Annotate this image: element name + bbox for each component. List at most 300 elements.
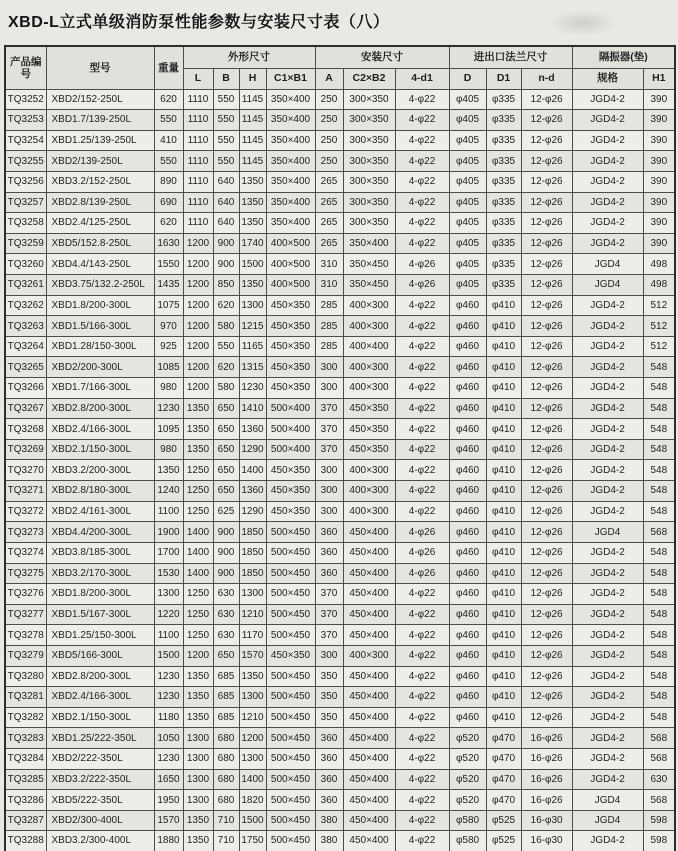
model-cell: XBD3.2/200-300L bbox=[46, 460, 154, 481]
weight-cell: 550 bbox=[154, 151, 183, 172]
a-cell: 360 bbox=[315, 728, 343, 749]
c2b2-cell: 350×450 bbox=[343, 254, 395, 275]
h1-cell: 568 bbox=[643, 790, 675, 811]
model-cell: XBD2.4/125-250L bbox=[46, 213, 154, 234]
col-header-model: 型号 bbox=[46, 46, 154, 89]
product-no-cell: TQ3253 bbox=[5, 110, 46, 131]
d-cell: φ460 bbox=[449, 460, 486, 481]
c2b2-cell: 450×400 bbox=[343, 522, 395, 543]
l-cell: 1350 bbox=[183, 666, 213, 687]
l-cell: 1200 bbox=[183, 316, 213, 337]
c1b1-cell: 500×400 bbox=[266, 439, 315, 460]
a-cell: 300 bbox=[315, 481, 343, 502]
table-row bbox=[5, 563, 675, 584]
h-cell: 1300 bbox=[239, 295, 266, 316]
a-cell: 360 bbox=[315, 790, 343, 811]
product-no-cell: TQ3285 bbox=[5, 769, 46, 790]
d-cell: φ405 bbox=[449, 130, 486, 151]
c2b2-cell: 400×300 bbox=[343, 481, 395, 502]
model-cell: XBD1.25/139-250L bbox=[46, 130, 154, 151]
a-cell: 265 bbox=[315, 213, 343, 234]
weight-cell: 620 bbox=[154, 89, 183, 110]
model-cell: XBD3.2/170-300L bbox=[46, 563, 154, 584]
col-header-nd: n-d bbox=[521, 68, 572, 89]
c1b1-cell: 500×450 bbox=[266, 810, 315, 831]
4d1-cell: 4-φ22 bbox=[395, 419, 449, 440]
model-cell: XBD3.8/185-300L bbox=[46, 542, 154, 563]
table-row bbox=[5, 316, 675, 337]
d-cell: φ460 bbox=[449, 645, 486, 666]
l-cell: 1110 bbox=[183, 151, 213, 172]
c1b1-cell: 500×450 bbox=[266, 563, 315, 584]
l-cell: 1200 bbox=[183, 357, 213, 378]
nd-cell: 16-φ26 bbox=[521, 728, 572, 749]
l-cell: 1300 bbox=[183, 728, 213, 749]
h1-cell: 548 bbox=[643, 481, 675, 502]
c1b1-cell: 400×500 bbox=[266, 254, 315, 275]
b-cell: 900 bbox=[213, 254, 239, 275]
c1b1-cell: 500×450 bbox=[266, 707, 315, 728]
weight-cell: 1100 bbox=[154, 501, 183, 522]
weight-cell: 1650 bbox=[154, 769, 183, 790]
c1b1-cell: 450×350 bbox=[266, 316, 315, 337]
h1-cell: 548 bbox=[643, 378, 675, 399]
col-header-c1b1: C1×B1 bbox=[266, 68, 315, 89]
col-header-weight: 重量 bbox=[154, 46, 183, 89]
d1-cell: φ410 bbox=[486, 666, 521, 687]
4d1-cell: 4-φ22 bbox=[395, 769, 449, 790]
product-no-cell: TQ3267 bbox=[5, 398, 46, 419]
model-cell: XBD1.7/139-250L bbox=[46, 110, 154, 131]
l-cell: 1250 bbox=[183, 481, 213, 502]
h1-cell: 568 bbox=[643, 522, 675, 543]
nd-cell: 12-φ26 bbox=[521, 542, 572, 563]
d-cell: φ520 bbox=[449, 728, 486, 749]
c2b2-cell: 450×400 bbox=[343, 666, 395, 687]
d1-cell: φ335 bbox=[486, 171, 521, 192]
product-no-cell: TQ3268 bbox=[5, 419, 46, 440]
isolator-spec-cell: JGD4 bbox=[572, 810, 643, 831]
model-cell: XBD4.4/200-300L bbox=[46, 522, 154, 543]
c2b2-cell: 400×300 bbox=[343, 378, 395, 399]
l-cell: 1300 bbox=[183, 749, 213, 770]
4d1-cell: 4-φ22 bbox=[395, 357, 449, 378]
weight-cell: 1230 bbox=[154, 749, 183, 770]
isolator-spec-cell: JGD4-2 bbox=[572, 707, 643, 728]
4d1-cell: 4-φ22 bbox=[395, 295, 449, 316]
d-cell: φ460 bbox=[449, 419, 486, 440]
product-no-cell: TQ3279 bbox=[5, 645, 46, 666]
weight-cell: 1050 bbox=[154, 728, 183, 749]
d-cell: φ405 bbox=[449, 213, 486, 234]
d1-cell: φ410 bbox=[486, 604, 521, 625]
h-cell: 1290 bbox=[239, 439, 266, 460]
h-cell: 1570 bbox=[239, 645, 266, 666]
nd-cell: 12-φ26 bbox=[521, 233, 572, 254]
c1b1-cell: 350×400 bbox=[266, 89, 315, 110]
d1-cell: φ410 bbox=[486, 625, 521, 646]
col-header-c2b2: C2×B2 bbox=[343, 68, 395, 89]
4d1-cell: 4-φ22 bbox=[395, 501, 449, 522]
table-row bbox=[5, 604, 675, 625]
model-cell: XBD3.2/300-400L bbox=[46, 831, 154, 851]
nd-cell: 12-φ26 bbox=[521, 460, 572, 481]
d1-cell: φ410 bbox=[486, 542, 521, 563]
b-cell: 685 bbox=[213, 687, 239, 708]
c1b1-cell: 500×450 bbox=[266, 522, 315, 543]
d-cell: φ460 bbox=[449, 357, 486, 378]
weight-cell: 890 bbox=[154, 171, 183, 192]
h1-cell: 568 bbox=[643, 728, 675, 749]
table-row bbox=[5, 481, 675, 502]
nd-cell: 12-φ26 bbox=[521, 213, 572, 234]
h-cell: 1300 bbox=[239, 687, 266, 708]
h-cell: 1500 bbox=[239, 254, 266, 275]
product-no-cell: TQ3273 bbox=[5, 522, 46, 543]
h1-cell: 390 bbox=[643, 110, 675, 131]
b-cell: 630 bbox=[213, 584, 239, 605]
4d1-cell: 4-φ22 bbox=[395, 645, 449, 666]
c2b2-cell: 400×300 bbox=[343, 501, 395, 522]
l-cell: 1110 bbox=[183, 110, 213, 131]
d-cell: φ405 bbox=[449, 110, 486, 131]
col-header-product-no: 产品编号 bbox=[5, 46, 46, 89]
4d1-cell: 4-φ22 bbox=[395, 728, 449, 749]
weight-cell: 1435 bbox=[154, 274, 183, 295]
model-cell: XBD2.4/166-300L bbox=[46, 687, 154, 708]
l-cell: 1110 bbox=[183, 130, 213, 151]
d-cell: φ405 bbox=[449, 192, 486, 213]
b-cell: 650 bbox=[213, 419, 239, 440]
table-row bbox=[5, 831, 675, 851]
c1b1-cell: 450×350 bbox=[266, 481, 315, 502]
a-cell: 300 bbox=[315, 501, 343, 522]
h-cell: 1850 bbox=[239, 522, 266, 543]
d1-cell: φ410 bbox=[486, 295, 521, 316]
product-no-cell: TQ3272 bbox=[5, 501, 46, 522]
d-cell: φ405 bbox=[449, 274, 486, 295]
product-no-cell: TQ3256 bbox=[5, 171, 46, 192]
l-cell: 1110 bbox=[183, 171, 213, 192]
4d1-cell: 4-φ22 bbox=[395, 192, 449, 213]
model-cell: XBD1.8/200-300L bbox=[46, 584, 154, 605]
nd-cell: 12-φ26 bbox=[521, 439, 572, 460]
d1-cell: φ335 bbox=[486, 274, 521, 295]
c1b1-cell: 500×450 bbox=[266, 687, 315, 708]
d-cell: φ405 bbox=[449, 233, 486, 254]
table-row bbox=[5, 645, 675, 666]
h1-cell: 568 bbox=[643, 749, 675, 770]
l-cell: 1250 bbox=[183, 625, 213, 646]
table-body bbox=[5, 89, 675, 851]
b-cell: 580 bbox=[213, 378, 239, 399]
b-cell: 620 bbox=[213, 357, 239, 378]
weight-cell: 1230 bbox=[154, 398, 183, 419]
b-cell: 550 bbox=[213, 110, 239, 131]
nd-cell: 12-φ26 bbox=[521, 130, 572, 151]
nd-cell: 12-φ26 bbox=[521, 171, 572, 192]
l-cell: 1400 bbox=[183, 542, 213, 563]
model-cell: XBD2.1/150-300L bbox=[46, 439, 154, 460]
4d1-cell: 4-φ22 bbox=[395, 790, 449, 811]
c2b2-cell: 450×350 bbox=[343, 398, 395, 419]
nd-cell: 16-φ26 bbox=[521, 749, 572, 770]
4d1-cell: 4-φ22 bbox=[395, 151, 449, 172]
isolator-spec-cell: JGD4-2 bbox=[572, 192, 643, 213]
nd-cell: 12-φ26 bbox=[521, 398, 572, 419]
table-row bbox=[5, 769, 675, 790]
d1-cell: φ335 bbox=[486, 151, 521, 172]
col-header-4d1: 4-d1 bbox=[395, 68, 449, 89]
a-cell: 300 bbox=[315, 378, 343, 399]
h-cell: 1820 bbox=[239, 790, 266, 811]
a-cell: 370 bbox=[315, 398, 343, 419]
b-cell: 640 bbox=[213, 171, 239, 192]
product-no-cell: TQ3269 bbox=[5, 439, 46, 460]
h-cell: 1350 bbox=[239, 192, 266, 213]
h-cell: 1850 bbox=[239, 563, 266, 584]
weight-cell: 1240 bbox=[154, 481, 183, 502]
model-cell: XBD2.8/200-300L bbox=[46, 398, 154, 419]
scan-smudge-artifact bbox=[548, 10, 618, 36]
table-row bbox=[5, 398, 675, 419]
d-cell: φ460 bbox=[449, 378, 486, 399]
4d1-cell: 4-φ22 bbox=[395, 625, 449, 646]
a-cell: 285 bbox=[315, 295, 343, 316]
isolator-spec-cell: JGD4-2 bbox=[572, 171, 643, 192]
a-cell: 250 bbox=[315, 89, 343, 110]
isolator-spec-cell: JGD4-2 bbox=[572, 357, 643, 378]
col-header-h: H bbox=[239, 68, 266, 89]
b-cell: 900 bbox=[213, 522, 239, 543]
d1-cell: φ410 bbox=[486, 419, 521, 440]
4d1-cell: 4-φ22 bbox=[395, 130, 449, 151]
h1-cell: 498 bbox=[643, 274, 675, 295]
l-cell: 1110 bbox=[183, 213, 213, 234]
c1b1-cell: 500×450 bbox=[266, 831, 315, 851]
table-row bbox=[5, 460, 675, 481]
4d1-cell: 4-φ22 bbox=[395, 749, 449, 770]
table-row bbox=[5, 89, 675, 110]
b-cell: 710 bbox=[213, 810, 239, 831]
a-cell: 370 bbox=[315, 584, 343, 605]
d1-cell: φ410 bbox=[486, 378, 521, 399]
model-cell: XBD5/166-300L bbox=[46, 645, 154, 666]
model-cell: XBD2/200-300L bbox=[46, 357, 154, 378]
d-cell: φ520 bbox=[449, 769, 486, 790]
table-row bbox=[5, 707, 675, 728]
h1-cell: 598 bbox=[643, 810, 675, 831]
c1b1-cell: 500×450 bbox=[266, 749, 315, 770]
h1-cell: 390 bbox=[643, 233, 675, 254]
h-cell: 1740 bbox=[239, 233, 266, 254]
l-cell: 1350 bbox=[183, 398, 213, 419]
h1-cell: 548 bbox=[643, 501, 675, 522]
a-cell: 300 bbox=[315, 460, 343, 481]
l-cell: 1300 bbox=[183, 769, 213, 790]
a-cell: 370 bbox=[315, 625, 343, 646]
a-cell: 250 bbox=[315, 151, 343, 172]
model-cell: XBD2/139-250L bbox=[46, 151, 154, 172]
weight-cell: 925 bbox=[154, 336, 183, 357]
a-cell: 350 bbox=[315, 666, 343, 687]
c1b1-cell: 450×350 bbox=[266, 336, 315, 357]
h1-cell: 548 bbox=[643, 666, 675, 687]
model-cell: XBD2/300-400L bbox=[46, 810, 154, 831]
table-row bbox=[5, 687, 675, 708]
c2b2-cell: 300×350 bbox=[343, 89, 395, 110]
c1b1-cell: 350×400 bbox=[266, 110, 315, 131]
b-cell: 620 bbox=[213, 295, 239, 316]
d-cell: φ520 bbox=[449, 749, 486, 770]
col-header-b: B bbox=[213, 68, 239, 89]
d1-cell: φ410 bbox=[486, 460, 521, 481]
d-cell: φ405 bbox=[449, 89, 486, 110]
h1-cell: 548 bbox=[643, 645, 675, 666]
weight-cell: 980 bbox=[154, 378, 183, 399]
d1-cell: φ470 bbox=[486, 728, 521, 749]
d1-cell: φ410 bbox=[486, 501, 521, 522]
weight-cell: 980 bbox=[154, 439, 183, 460]
a-cell: 350 bbox=[315, 707, 343, 728]
d1-cell: φ335 bbox=[486, 254, 521, 275]
model-cell: XBD1.5/167-300L bbox=[46, 604, 154, 625]
h-cell: 1290 bbox=[239, 501, 266, 522]
product-no-cell: TQ3270 bbox=[5, 460, 46, 481]
c2b2-cell: 450×400 bbox=[343, 687, 395, 708]
d1-cell: φ470 bbox=[486, 769, 521, 790]
nd-cell: 12-φ26 bbox=[521, 563, 572, 584]
h-cell: 1850 bbox=[239, 542, 266, 563]
table-row bbox=[5, 254, 675, 275]
h-cell: 1360 bbox=[239, 481, 266, 502]
product-no-cell: TQ3261 bbox=[5, 274, 46, 295]
c2b2-cell: 300×350 bbox=[343, 213, 395, 234]
c2b2-cell: 400×300 bbox=[343, 316, 395, 337]
b-cell: 650 bbox=[213, 645, 239, 666]
product-no-cell: TQ3264 bbox=[5, 336, 46, 357]
isolator-spec-cell: JGD4 bbox=[572, 254, 643, 275]
c1b1-cell: 450×350 bbox=[266, 501, 315, 522]
l-cell: 1200 bbox=[183, 254, 213, 275]
4d1-cell: 4-φ22 bbox=[395, 666, 449, 687]
4d1-cell: 4-φ22 bbox=[395, 604, 449, 625]
weight-cell: 1900 bbox=[154, 522, 183, 543]
isolator-spec-cell: JGD4-2 bbox=[572, 563, 643, 584]
h-cell: 1165 bbox=[239, 336, 266, 357]
a-cell: 360 bbox=[315, 749, 343, 770]
h1-cell: 598 bbox=[643, 831, 675, 851]
table-row bbox=[5, 151, 675, 172]
table-row bbox=[5, 171, 675, 192]
h-cell: 1350 bbox=[239, 274, 266, 295]
weight-cell: 1700 bbox=[154, 542, 183, 563]
h-cell: 1230 bbox=[239, 378, 266, 399]
b-cell: 900 bbox=[213, 563, 239, 584]
b-cell: 550 bbox=[213, 151, 239, 172]
nd-cell: 12-φ26 bbox=[521, 625, 572, 646]
product-no-cell: TQ3252 bbox=[5, 89, 46, 110]
table-row bbox=[5, 749, 675, 770]
l-cell: 1110 bbox=[183, 192, 213, 213]
h-cell: 1360 bbox=[239, 419, 266, 440]
product-no-cell: TQ3255 bbox=[5, 151, 46, 172]
nd-cell: 12-φ26 bbox=[521, 192, 572, 213]
model-cell: XBD2/222-350L bbox=[46, 749, 154, 770]
c2b2-cell: 450×400 bbox=[343, 542, 395, 563]
4d1-cell: 4-φ22 bbox=[395, 810, 449, 831]
d-cell: φ460 bbox=[449, 707, 486, 728]
c1b1-cell: 500×450 bbox=[266, 584, 315, 605]
d1-cell: φ410 bbox=[486, 439, 521, 460]
nd-cell: 12-φ26 bbox=[521, 666, 572, 687]
table-row bbox=[5, 522, 675, 543]
d-cell: φ460 bbox=[449, 625, 486, 646]
isolator-spec-cell: JGD4-2 bbox=[572, 89, 643, 110]
table-row bbox=[5, 233, 675, 254]
h-cell: 1500 bbox=[239, 810, 266, 831]
d1-cell: φ410 bbox=[486, 316, 521, 337]
c1b1-cell: 500×450 bbox=[266, 728, 315, 749]
h-cell: 1145 bbox=[239, 130, 266, 151]
c1b1-cell: 450×350 bbox=[266, 378, 315, 399]
nd-cell: 12-φ26 bbox=[521, 378, 572, 399]
a-cell: 380 bbox=[315, 810, 343, 831]
table-row bbox=[5, 419, 675, 440]
table-row bbox=[5, 357, 675, 378]
weight-cell: 1500 bbox=[154, 645, 183, 666]
l-cell: 1250 bbox=[183, 604, 213, 625]
nd-cell: 12-φ26 bbox=[521, 707, 572, 728]
b-cell: 650 bbox=[213, 439, 239, 460]
h1-cell: 548 bbox=[643, 563, 675, 584]
isolator-spec-cell: JGD4-2 bbox=[572, 687, 643, 708]
4d1-cell: 4-φ22 bbox=[395, 687, 449, 708]
l-cell: 1350 bbox=[183, 687, 213, 708]
c1b1-cell: 500×400 bbox=[266, 419, 315, 440]
b-cell: 680 bbox=[213, 749, 239, 770]
c1b1-cell: 500×400 bbox=[266, 398, 315, 419]
c2b2-cell: 300×350 bbox=[343, 151, 395, 172]
nd-cell: 12-φ26 bbox=[521, 419, 572, 440]
isolator-spec-cell: JGD4-2 bbox=[572, 769, 643, 790]
d-cell: φ460 bbox=[449, 336, 486, 357]
c2b2-cell: 450×400 bbox=[343, 584, 395, 605]
b-cell: 900 bbox=[213, 233, 239, 254]
c1b1-cell: 450×350 bbox=[266, 295, 315, 316]
4d1-cell: 4-φ26 bbox=[395, 254, 449, 275]
d1-cell: φ410 bbox=[486, 687, 521, 708]
weight-cell: 1085 bbox=[154, 357, 183, 378]
h1-cell: 630 bbox=[643, 769, 675, 790]
h1-cell: 548 bbox=[643, 357, 675, 378]
c2b2-cell: 450×400 bbox=[343, 769, 395, 790]
l-cell: 1350 bbox=[183, 439, 213, 460]
col-group-install-dimensions: 安装尺寸 bbox=[315, 46, 449, 68]
nd-cell: 12-φ26 bbox=[521, 151, 572, 172]
c2b2-cell: 450×400 bbox=[343, 604, 395, 625]
4d1-cell: 4-φ22 bbox=[395, 233, 449, 254]
c1b1-cell: 450×350 bbox=[266, 645, 315, 666]
weight-cell: 620 bbox=[154, 213, 183, 234]
l-cell: 1250 bbox=[183, 501, 213, 522]
a-cell: 310 bbox=[315, 254, 343, 275]
l-cell: 1350 bbox=[183, 810, 213, 831]
h1-cell: 548 bbox=[643, 542, 675, 563]
isolator-spec-cell: JGD4-2 bbox=[572, 151, 643, 172]
nd-cell: 12-φ26 bbox=[521, 357, 572, 378]
nd-cell: 16-φ26 bbox=[521, 790, 572, 811]
